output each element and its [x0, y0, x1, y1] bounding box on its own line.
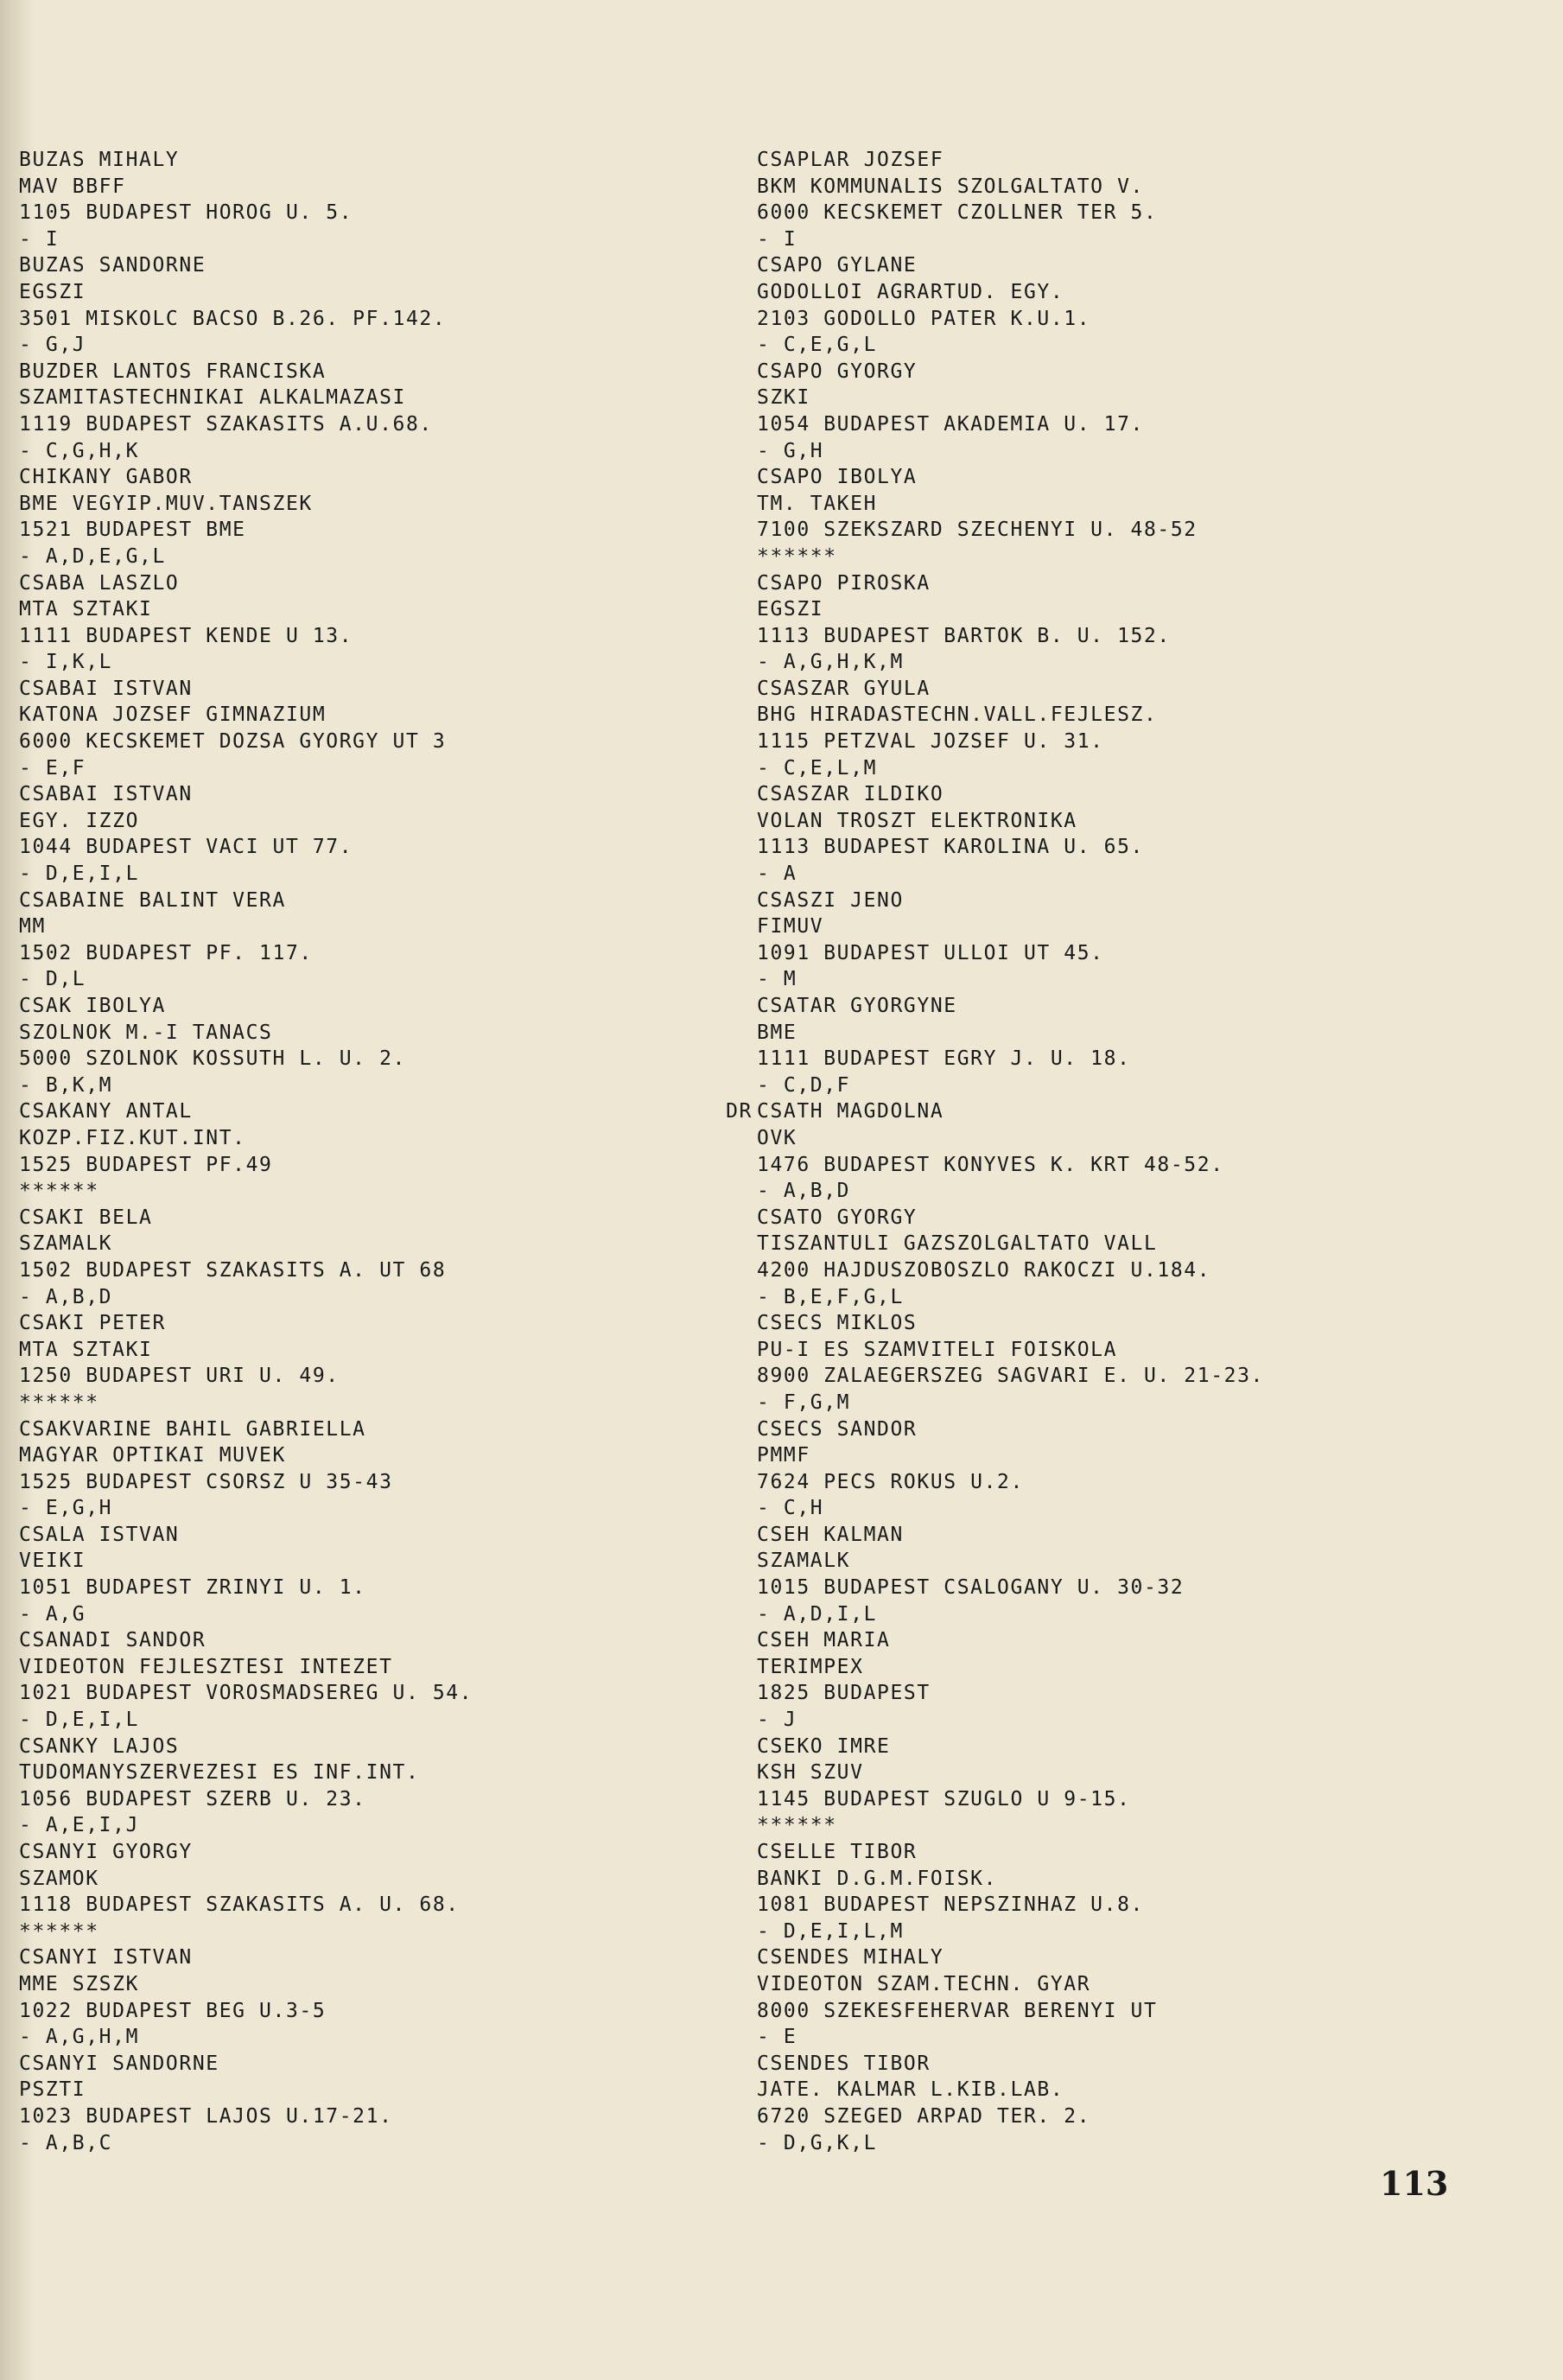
directory-entry — [19, 252, 727, 358]
entry-codes: - D,G,K,L — [757, 2131, 878, 2154]
entry-address: 8000 SZEKESFEHERVAR BERENYI UT — [757, 1999, 1158, 2022]
entry-address: 1111 BUDAPEST EGRY J. U. 18. — [757, 1047, 1131, 1071]
entry-codes: ****** — [19, 1180, 99, 1203]
entry-codes: - I — [757, 227, 797, 251]
entry-name: CSASZAR GYULA — [757, 677, 931, 700]
entry-codes: - A,G — [19, 1602, 86, 1626]
entry-org: TERIMPEX — [757, 1655, 864, 1678]
entry-codes: - D,L — [19, 968, 86, 991]
directory-entry — [19, 1205, 727, 1310]
entry-org: FIMUV — [757, 915, 824, 939]
entry-name: BUZDER LANTOS FRANCISKA — [19, 360, 327, 383]
entry-address: 1105 BUDAPEST HOROG U. 5. — [19, 201, 353, 225]
entry-codes: - C,E,L,M — [757, 756, 878, 780]
entry-org: VIDEOTON FEJLESZTESI INTEZET — [19, 1655, 393, 1678]
entry-name: CSAPLAR JOZSEF — [757, 149, 944, 171]
entry-name: CSANADI SANDOR — [19, 1629, 206, 1652]
entry-org: EGSZI — [757, 598, 824, 621]
entry-codes: - B,K,M — [19, 1073, 113, 1097]
entry-codes: - A,B,C — [19, 2131, 113, 2154]
entry-address: 6000 KECSKEMET CZOLLNER TER 5. — [757, 201, 1158, 225]
entry-codes: ****** — [19, 1919, 99, 1943]
entry-org: PU-I ES SZAMVITELI FOISKOLA — [757, 1338, 1118, 1361]
entry-org: MAGYAR OPTIKAI MUVEK — [19, 1444, 286, 1467]
directory-entry — [19, 464, 727, 570]
entry-org: BME — [757, 1021, 797, 1044]
directory-entry — [19, 888, 727, 993]
entry-name: CSANYI ISTVAN — [19, 1946, 193, 1970]
entry-address: 1825 BUDAPEST — [757, 1682, 931, 1705]
entry-name: CSANYI SANDORNE — [19, 2052, 219, 2075]
entry-address: 5000 SZOLNOK KOSSUTH L. U. 2. — [19, 1047, 406, 1071]
entry-name: CSANYI GYORGY — [19, 1841, 193, 1863]
entry-codes: - C,G,H,K — [19, 439, 140, 462]
entry-org: SZAMALK — [757, 1550, 851, 1573]
entry-name: CSEKO IMRE — [757, 1734, 891, 1758]
entry-codes: ****** — [757, 1814, 837, 1837]
entry-name: CHIKANY GABOR — [19, 466, 193, 489]
entry-name: CSABA LASZLO — [19, 571, 180, 595]
entry-codes: - E,F — [19, 756, 86, 780]
entry-address: 3501 MISKOLC BACSO B.26. PF.142. — [19, 307, 447, 330]
entry-name: CSAPO GYORGY — [757, 360, 918, 383]
entry-address: 7624 PECS ROKUS U.2. — [757, 1470, 1024, 1493]
entry-codes: - A,E,I,J — [19, 1814, 140, 1837]
entry-org: SZKI — [757, 386, 810, 410]
entry-codes: - A,B,D — [757, 1180, 851, 1203]
entry-name: CSAPO IBOLYA — [757, 466, 918, 489]
directory-column-right — [726, 147, 1500, 2156]
entry-codes: - A,G,H,M — [19, 2026, 140, 2049]
directory-entry — [757, 993, 1500, 1098]
directory-entry — [757, 147, 1500, 252]
entry-codes: - A — [757, 862, 797, 886]
entry-address: 4200 HAJDUSZOBOSZLO RAKOCZI U.184. — [757, 1258, 1211, 1282]
directory-entry — [19, 1944, 727, 2050]
entry-codes: - G,J — [19, 334, 86, 357]
entry-name: CSEH MARIA — [757, 1629, 891, 1652]
entry-codes: - M — [757, 968, 797, 991]
entry-address: 1113 BUDAPEST KAROLINA U. 65. — [757, 836, 1144, 859]
entry-org: MTA SZTAKI — [19, 598, 153, 621]
directory-entry — [757, 464, 1500, 570]
directory-entry — [757, 781, 1500, 887]
entry-name: CSELLE TIBOR — [757, 1841, 918, 1863]
entry-codes: ****** — [19, 1390, 99, 1414]
entry-org: EGSZI — [19, 280, 86, 303]
directory-entry — [19, 1734, 727, 1839]
entry-address: 1022 BUDAPEST BEG U.3-5 — [19, 1999, 327, 2022]
entry-codes: - C,H — [757, 1497, 824, 1520]
entry-org: KOZP.FIZ.KUT.INT. — [19, 1126, 246, 1149]
directory-entry — [19, 676, 727, 781]
entry-codes: - C,D,F — [757, 1073, 851, 1097]
entry-address: 6000 KECSKEMET DOZSA GYORGY UT 3 — [19, 730, 447, 754]
entry-address: 1118 BUDAPEST SZAKASITS A. U. 68. — [19, 1893, 460, 1917]
entry-codes: - E,G,H — [19, 1497, 113, 1520]
entry-name: CSECS MIKLOS — [757, 1312, 918, 1335]
directory-entry — [19, 1098, 727, 1204]
entry-org: TUDOMANYSZERVEZESI ES INF.INT. — [19, 1761, 420, 1785]
entry-org: MME SZSZK — [19, 1972, 140, 1995]
entry-address: 1044 BUDAPEST VACI UT 77. — [19, 836, 353, 859]
entry-codes: - A,D,I,L — [757, 1602, 878, 1626]
directory-entry — [757, 888, 1500, 993]
entry-name: CSATH MAGDOLNA DR — [757, 1098, 1500, 1125]
entry-org: VOLAN TROSZT ELEKTRONIKA — [757, 809, 1077, 832]
entry-address: 1113 BUDAPEST BARTOK B. U. 152. — [757, 624, 1171, 647]
entry-name: CSANKY LAJOS — [19, 1734, 180, 1758]
entry-address: 1115 PETZVAL JOZSEF U. 31. — [757, 730, 1104, 754]
entry-codes: - C,E,G,L — [757, 334, 878, 357]
entry-name: BUZAS SANDORNE — [19, 254, 206, 277]
entry-codes: ****** — [757, 544, 837, 568]
entry-name: CSAKVARINE BAHIL GABRIELLA — [19, 1417, 366, 1441]
entry-org: BME VEGYIP.MUV.TANSZEK — [19, 492, 313, 515]
directory-entry — [19, 993, 727, 1098]
entry-name: CSATO GYORGY — [757, 1206, 918, 1229]
entry-name: CSAKI BELA — [19, 1206, 153, 1229]
entry-name: CSENDES TIBOR — [757, 2052, 931, 2075]
entry-name: CSEH KALMAN — [757, 1523, 904, 1546]
directory-entry — [757, 252, 1500, 358]
entry-address: 1502 BUDAPEST PF. 117. — [19, 941, 313, 964]
entry-name: CSASZI JENO — [757, 888, 904, 912]
entry-name: CSAKANY ANTAL — [19, 1100, 193, 1123]
directory-entry — [757, 1627, 1500, 1733]
entry-org: EGY. IZZO — [19, 809, 140, 832]
entry-codes: - D,E,I,L — [19, 1709, 140, 1732]
entry-address: 6720 SZEGED ARPAD TER. 2. — [757, 2104, 1091, 2128]
entry-org: BANKI D.G.M.FOISK. — [757, 1867, 998, 1890]
directory-entry — [726, 1098, 1500, 1204]
directory-entry — [757, 1839, 1500, 1944]
entry-org: TISZANTULI GAZSZOLGALTATO VALL — [757, 1232, 1158, 1256]
entry-org: JATE. KALMAR L.KIB.LAB. — [757, 2078, 1064, 2102]
entry-address: 1525 BUDAPEST PF.49 — [19, 1153, 273, 1176]
entry-org: SZAMALK — [19, 1232, 113, 1256]
directory-entry — [19, 1627, 727, 1733]
entry-codes: - A,B,D — [19, 1285, 113, 1308]
entry-address: 1145 BUDAPEST SZUGLO U 9-15. — [757, 1787, 1131, 1810]
entry-org: TM. TAKEH — [757, 492, 878, 515]
entry-org: PSZTI — [19, 2078, 86, 2102]
entry-codes: - D,E,I,L — [19, 862, 140, 886]
entry-address: 1502 BUDAPEST SZAKASITS A. UT 68 — [19, 1258, 447, 1282]
entry-org: VEIKI — [19, 1550, 86, 1573]
entry-name: CSAKI PETER — [19, 1312, 166, 1335]
directory-entry — [19, 359, 727, 464]
entry-address: 1056 BUDAPEST SZERB U. 23. — [19, 1787, 366, 1810]
directory-entry — [19, 1416, 727, 1522]
directory-entry — [19, 570, 727, 676]
entry-address: 1091 BUDAPEST ULLOI UT 45. — [757, 941, 1104, 964]
directory-column-left — [19, 147, 727, 2156]
entry-codes: - I — [19, 227, 60, 251]
entry-org: KSH SZUV — [757, 1761, 864, 1785]
entry-org: KATONA JOZSEF GIMNAZIUM — [19, 703, 327, 727]
entry-codes: - A,D,E,G,L — [19, 544, 166, 568]
entry-org: MTA SZTAKI — [19, 1338, 153, 1361]
entry-codes: - F,G,M — [757, 1390, 851, 1414]
directory-entry — [757, 570, 1500, 676]
entry-name: CSAPO GYLANE — [757, 254, 918, 277]
entry-name: CSAPO PIROSKA — [757, 571, 931, 595]
entry-org: MM — [19, 915, 46, 939]
entry-address: 1054 BUDAPEST AKADEMIA U. 17. — [757, 412, 1144, 436]
entry-address: 2103 GODOLLO PATER K.U.1. — [757, 307, 1091, 330]
entry-address: 8900 ZALAEGERSZEG SAGVARI E. U. 21-23. — [757, 1365, 1264, 1388]
directory-entry — [757, 2051, 1500, 2156]
entry-address: 1081 BUDAPEST NEPSZINHAZ U.8. — [757, 1893, 1144, 1917]
directory-entry — [757, 1310, 1500, 1416]
entry-name: CSASZAR ILDIKO — [757, 783, 944, 806]
entry-codes: - A,G,H,K,M — [757, 651, 904, 674]
entry-name: BUZAS MIHALY — [19, 149, 180, 171]
entry-codes: - G,H — [757, 439, 824, 462]
entry-org: BKM KOMMUNALIS SZOLGALTATO V. — [757, 175, 1144, 198]
page-number: 113 — [1380, 2164, 1449, 2203]
entry-address: 1476 BUDAPEST KONYVES K. KRT 48-52. — [757, 1153, 1224, 1176]
entry-name: CSENDES MIHALY — [757, 1946, 944, 1970]
directory-entry — [757, 1944, 1500, 2050]
directory-entry — [757, 1416, 1500, 1522]
entry-address: 1521 BUDAPEST BME — [19, 519, 246, 542]
directory-entry — [19, 1310, 727, 1416]
entry-name: CSABAINE BALINT VERA — [19, 888, 286, 912]
entry-name: CSATAR GYORGYNE — [757, 995, 957, 1017]
directory-entry — [757, 1205, 1500, 1310]
directory-entry — [19, 1839, 727, 1944]
entry-name: CSECS SANDOR — [757, 1417, 918, 1441]
entry-org: MAV BBFF — [19, 175, 126, 198]
entry-org: PMMF — [757, 1444, 810, 1467]
entry-address: 1525 BUDAPEST CSORSZ U 35-43 — [19, 1470, 393, 1493]
entry-org: SZAMOK — [19, 1867, 99, 1890]
entry-title-prefix: DR — [726, 1100, 753, 1123]
entry-address: 1021 BUDAPEST VOROSMADSEREG U. 54. — [19, 1682, 473, 1705]
entry-name: CSABAI ISTVAN — [19, 783, 193, 806]
directory-entry — [757, 1734, 1500, 1839]
entry-address: 1250 BUDAPEST URI U. 49. — [19, 1365, 340, 1388]
entry-address: 1119 BUDAPEST SZAKASITS A.U.68. — [19, 412, 433, 436]
entry-org: BHG HIRADASTECHN.VALL.FEJLESZ. — [757, 703, 1158, 727]
entry-org: GODOLLOI AGRARTUD. EGY. — [757, 280, 1064, 303]
entry-address: 7100 SZEKSZARD SZECHENYI U. 48-52 — [757, 519, 1198, 542]
directory-entry — [19, 147, 727, 252]
entry-address: 1023 BUDAPEST LAJOS U.17-21. — [19, 2104, 393, 2128]
entry-codes: - E — [757, 2026, 797, 2049]
entry-org: SZAMITASTECHNIKAI ALKALMAZASI — [19, 386, 406, 410]
entry-address: 1051 BUDAPEST ZRINYI U. 1. — [19, 1576, 366, 1600]
directory-entry — [757, 359, 1500, 464]
entry-address: 1015 BUDAPEST CSALOGANY U. 30-32 — [757, 1576, 1185, 1600]
directory-entry — [757, 676, 1500, 781]
entry-org: VIDEOTON SZAM.TECHN. GYAR — [757, 1972, 1091, 1995]
entry-codes: - B,E,F,G,L — [757, 1285, 904, 1308]
entry-address: 1111 BUDAPEST KENDE U 13. — [19, 624, 353, 647]
entry-org: SZOLNOK M.-I TANACS — [19, 1021, 273, 1044]
entry-org: OVK — [757, 1126, 797, 1149]
entry-codes: - D,E,I,L,M — [757, 1919, 904, 1943]
entry-name: CSABAI ISTVAN — [19, 677, 193, 700]
directory-entry — [19, 2051, 727, 2156]
directory-entry — [19, 781, 727, 887]
entry-name: CSAK IBOLYA — [19, 995, 166, 1017]
entry-name: CSALA ISTVAN — [19, 1523, 180, 1546]
directory-entry — [757, 1522, 1500, 1627]
directory-entry — [19, 1522, 727, 1627]
entry-codes: - I,K,L — [19, 651, 113, 674]
entry-codes: - J — [757, 1709, 797, 1732]
